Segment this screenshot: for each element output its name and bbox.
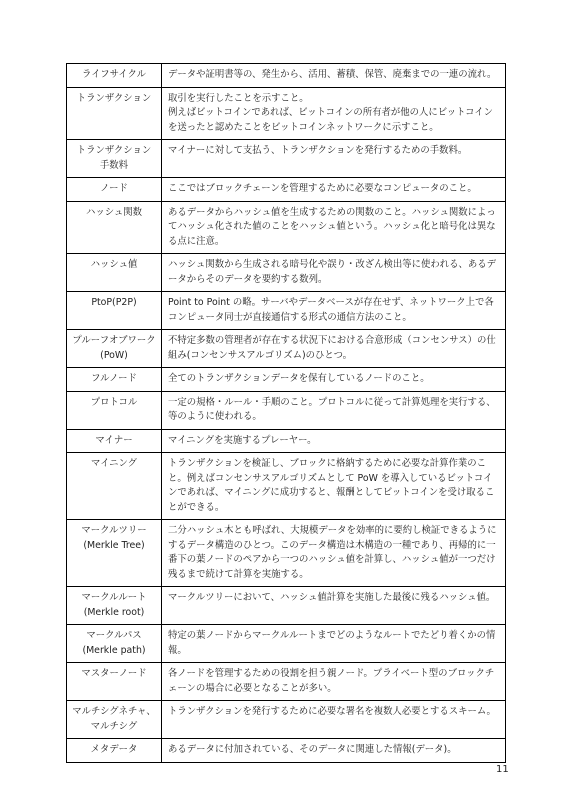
glossary-term: ハッシュ値 xyxy=(67,254,162,292)
glossary-term: メタデータ xyxy=(67,739,162,763)
glossary-definition: ここではブロックチェーンを管理するために必要なコンピュータのこと。 xyxy=(162,178,506,202)
glossary-definition: マイニングを実施するプレーヤー。 xyxy=(162,429,506,453)
glossary-term: マルチシグネチャ、マルチシグ xyxy=(67,701,162,739)
glossary-definition: データや証明書等の、発生から、活用、蓄積、保管、廃棄までの一連の流れ。 xyxy=(162,64,506,88)
glossary-definition: あるデータからハッシュ値を生成するための関数のこと。ハッシュ関数によってハッシュ化された値のことをハッシュ値という。ハッシュ化と暗号化は異なる点に注意。 xyxy=(162,201,506,254)
glossary-term: マークルツリー (Merkle Tree) xyxy=(67,520,162,587)
glossary-row xyxy=(67,739,506,763)
glossary-term: プルーフオブワーク(PoW) xyxy=(67,330,162,368)
glossary-term: マイナー xyxy=(67,429,162,453)
glossary-definition: 特定の葉ノードからマークルルートまでどのようなルートでたどり着くかの情報。 xyxy=(162,625,506,663)
glossary-row xyxy=(67,391,506,429)
glossary-body xyxy=(67,64,506,763)
glossary-row xyxy=(67,587,506,625)
glossary-term: フルノード xyxy=(67,368,162,392)
glossary-row xyxy=(67,140,506,178)
glossary-definition: Point to Point の略。サーバやデータベースが存在せず、ネットワーク上で各コンピュータ同士が直接通信する形式の通信方法のこと。 xyxy=(162,292,506,330)
glossary-definition: ハッシュ関数から生成される暗号化や誤り・改ざん検出等に使われる、あるデータからそのデータを要約する数列。 xyxy=(162,254,506,292)
glossary-row xyxy=(67,64,506,88)
glossary-definition: 二分ハッシュ木とも呼ばれ、大規模データを効率的に要約し検証できるようにするデータ構造のひとつ。このデータ構造は木構造の一種であり、再帰的に一番下の葉ノードのペアから一つのハッシュ値を計算し、ハッシュ値が一つだけ残るまで続けて計算を実施する。 xyxy=(162,520,506,587)
glossary-row xyxy=(67,701,506,739)
glossary-term: トランザクション xyxy=(67,87,162,140)
glossary-term: マスターノード xyxy=(67,663,162,701)
glossary-term: マークルルート (Merkle root) xyxy=(67,587,162,625)
glossary-row xyxy=(67,201,506,254)
glossary-term: ライフサイクル xyxy=(67,64,162,88)
glossary-row xyxy=(67,663,506,701)
glossary-row xyxy=(67,87,506,140)
glossary-row xyxy=(67,429,506,453)
glossary-term: マークルパス (Merkle path) xyxy=(67,625,162,663)
glossary-row xyxy=(67,178,506,202)
glossary-term: ノード xyxy=(67,178,162,202)
glossary-row xyxy=(67,520,506,587)
glossary-row xyxy=(67,625,506,663)
glossary-row xyxy=(67,368,506,392)
glossary-term: PtoP(P2P) xyxy=(67,292,162,330)
glossary-row xyxy=(67,254,506,292)
glossary-definition: トランザクションを発行するために必要な署名を複数人必要とするスキーム。 xyxy=(162,701,506,739)
glossary-definition: 取引を実行したことを示すこと。 例えばビットコインであれば、ビットコインの所有者が他の人にビットコインを送ったと認めたことをビットコインネットワークに示すこと。 xyxy=(162,87,506,140)
glossary-definition: 各ノードを管理するための役割を担う親ノード。プライベート型のブロックチェーンの場合に必要となることが多い。 xyxy=(162,663,506,701)
glossary-row xyxy=(67,292,506,330)
glossary-term: マイニング xyxy=(67,453,162,520)
glossary-definition: マイナーに対して支払う、トランザクションを発行するための手数料。 xyxy=(162,140,506,178)
glossary-definition: 不特定多数の管理者が存在する状況下における合意形成（コンセンサス）の仕組み(コンセンサスアルゴリズム)のひとつ。 xyxy=(162,330,506,368)
glossary-row xyxy=(67,330,506,368)
glossary-definition: 全てのトランザクションデータを保有しているノードのこと。 xyxy=(162,368,506,392)
glossary-definition: トランザクションを検証し、ブロックに格納するために必要な計算作業のこと。例えばコンセンサスアルゴリズムとして PoW を導入しているビットコインであれば、マイニングに成功すると、報酬としてビットコインを受け取ることができる。 xyxy=(162,453,506,520)
glossary-term: トランザクション 手数料 xyxy=(67,140,162,178)
glossary-row xyxy=(67,453,506,520)
glossary-definition: 一定の規格・ルール・手順のこと。プロトコルに従って計算処理を実行する、等のように使われる。 xyxy=(162,391,506,429)
glossary-term: プロトコル xyxy=(67,391,162,429)
glossary-definition: マークルツリーにおいて、ハッシュ値計算を実施した最後に残るハッシュ値。 xyxy=(162,587,506,625)
page-number: 11 xyxy=(496,764,509,775)
glossary-definition: あるデータに付加されている、そのデータに関連した情報(データ)。 xyxy=(162,739,506,763)
glossary-term: ハッシュ関数 xyxy=(67,201,162,254)
glossary-table xyxy=(66,63,506,763)
